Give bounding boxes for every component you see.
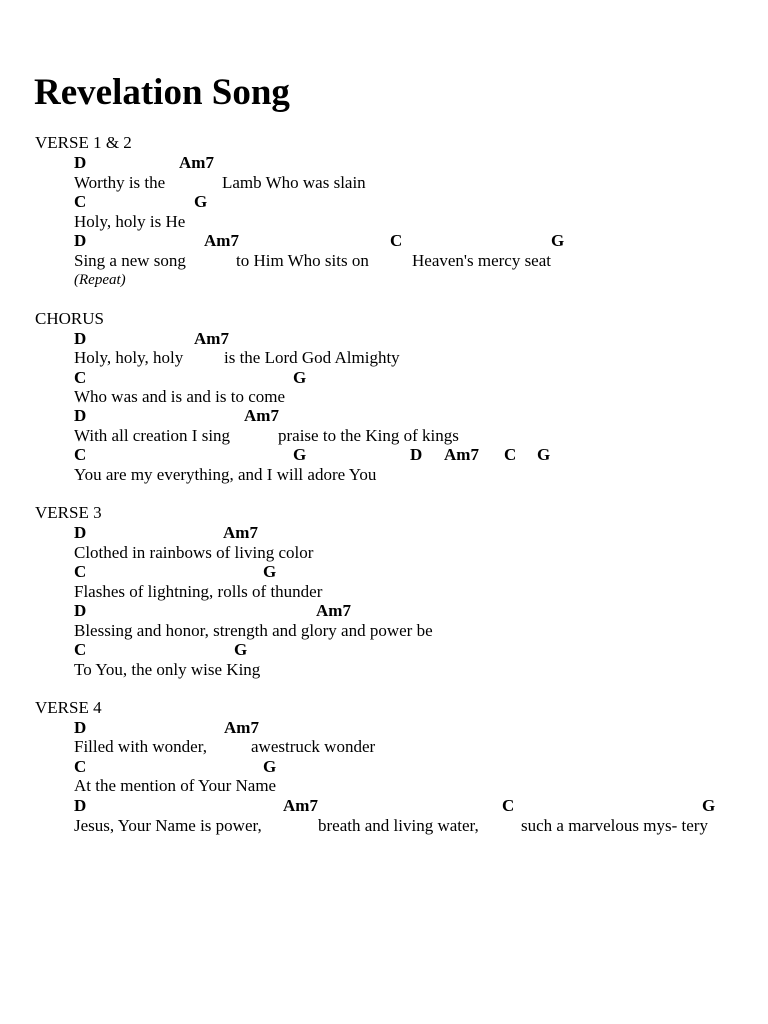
chord-line xyxy=(0,562,768,582)
chord-line xyxy=(0,757,768,777)
lyric-line xyxy=(0,387,768,407)
chord: C xyxy=(74,445,87,464)
lyric-segment: Lamb Who was slain xyxy=(222,173,366,192)
chord-line xyxy=(0,718,768,738)
chord: C xyxy=(504,445,517,464)
lyric-segment: Flashes of lightning, rolls of thunder xyxy=(74,582,323,601)
lyric-segment: To You, the only wise King xyxy=(74,660,261,679)
section-label: CHORUS xyxy=(35,309,104,328)
chord: G xyxy=(293,445,307,464)
lyric-line xyxy=(0,582,768,602)
chord-line xyxy=(0,796,768,816)
chord: Am7 xyxy=(283,796,318,815)
chord: D xyxy=(74,523,87,542)
chord: Am7 xyxy=(194,329,229,348)
chord-line xyxy=(0,601,768,621)
chord: D xyxy=(74,231,87,250)
chord: C xyxy=(74,562,87,581)
chord-line xyxy=(0,406,768,426)
chord: D xyxy=(74,718,87,737)
lyric-segment: You are my everything, and I will adore You xyxy=(74,465,377,484)
chord: D xyxy=(74,329,87,348)
lyric-line xyxy=(0,465,768,485)
lyric-segment: Sing a new song xyxy=(74,251,186,270)
lyric-line xyxy=(0,251,768,271)
lyric-line xyxy=(0,348,768,368)
lyric-line xyxy=(0,621,768,641)
chord: C xyxy=(390,231,403,250)
chord-line xyxy=(0,640,768,660)
chord: D xyxy=(74,796,87,815)
lyric-segment: Worthy is the xyxy=(74,173,166,192)
lyric-segment: such a marvelous mys- tery xyxy=(521,816,708,835)
chord: D xyxy=(74,601,87,620)
section-label: VERSE 3 xyxy=(35,503,102,522)
chord: Am7 xyxy=(179,153,214,172)
chord: Am7 xyxy=(223,523,258,542)
chord: Am7 xyxy=(204,231,239,250)
lyric-segment: Heaven's mercy seat xyxy=(412,251,551,270)
chord: G xyxy=(194,192,208,211)
section-label: VERSE 4 xyxy=(35,698,102,717)
lyric-segment: breath and living water, xyxy=(318,816,479,835)
chord: Am7 xyxy=(224,718,259,737)
lyric-line xyxy=(0,173,768,193)
chord: C xyxy=(74,192,87,211)
chord-line xyxy=(0,231,768,251)
chord: D xyxy=(74,406,87,425)
lyric-segment: Holy, holy is He xyxy=(74,212,186,231)
chord-line xyxy=(0,153,768,173)
lyric-segment: With all creation I sing xyxy=(74,426,231,445)
chord: C xyxy=(502,796,515,815)
chord-line xyxy=(0,329,768,349)
chord: G xyxy=(293,368,307,387)
chord: C xyxy=(74,757,87,776)
lyric-segment: Filled with wonder, xyxy=(74,737,207,756)
song-title: Revelation Song xyxy=(34,72,290,113)
chord: G xyxy=(263,562,277,581)
chord: Am7 xyxy=(244,406,279,425)
chord: G xyxy=(702,796,716,815)
lyric-segment: praise to the King of kings xyxy=(278,426,459,445)
lyric-segment: Holy, holy, holy xyxy=(74,348,184,367)
lyric-line xyxy=(0,776,768,796)
chord: D xyxy=(74,153,87,172)
chord: D xyxy=(410,445,423,464)
lyric-line xyxy=(0,660,768,680)
chord: G xyxy=(551,231,565,250)
chord: G xyxy=(263,757,277,776)
lyric-segment: is the Lord God Almighty xyxy=(224,348,400,367)
chord: G xyxy=(537,445,551,464)
chord: Am7 xyxy=(316,601,351,620)
chord-line xyxy=(0,523,768,543)
lyric-segment: Jesus, Your Name is power, xyxy=(74,816,262,835)
lyric-segment: Clothed in rainbows of living color xyxy=(74,543,314,562)
lyric-line xyxy=(0,816,768,836)
lyric-segment: awestruck wonder xyxy=(251,737,376,756)
chord-line xyxy=(0,192,768,212)
lyric-segment: At the mention of Your Name xyxy=(74,776,277,795)
chord: C xyxy=(74,640,87,659)
lyric-line xyxy=(0,426,768,446)
chord-line xyxy=(0,368,768,388)
lyric-segment: Blessing and honor, strength and glory and power be xyxy=(74,621,433,640)
section-label: VERSE 1 & 2 xyxy=(35,133,132,152)
lyric-segment: to Him Who sits on xyxy=(236,251,369,270)
lyric-segment: Who was and is and is to come xyxy=(74,387,286,406)
lyric-line xyxy=(0,543,768,563)
chord: G xyxy=(234,640,248,659)
repeat-note: (Repeat) xyxy=(74,272,126,288)
chord: C xyxy=(74,368,87,387)
chord-line xyxy=(0,445,768,465)
lyric-line xyxy=(0,212,768,232)
lyric-line xyxy=(0,737,768,757)
chord: Am7 xyxy=(444,445,479,464)
